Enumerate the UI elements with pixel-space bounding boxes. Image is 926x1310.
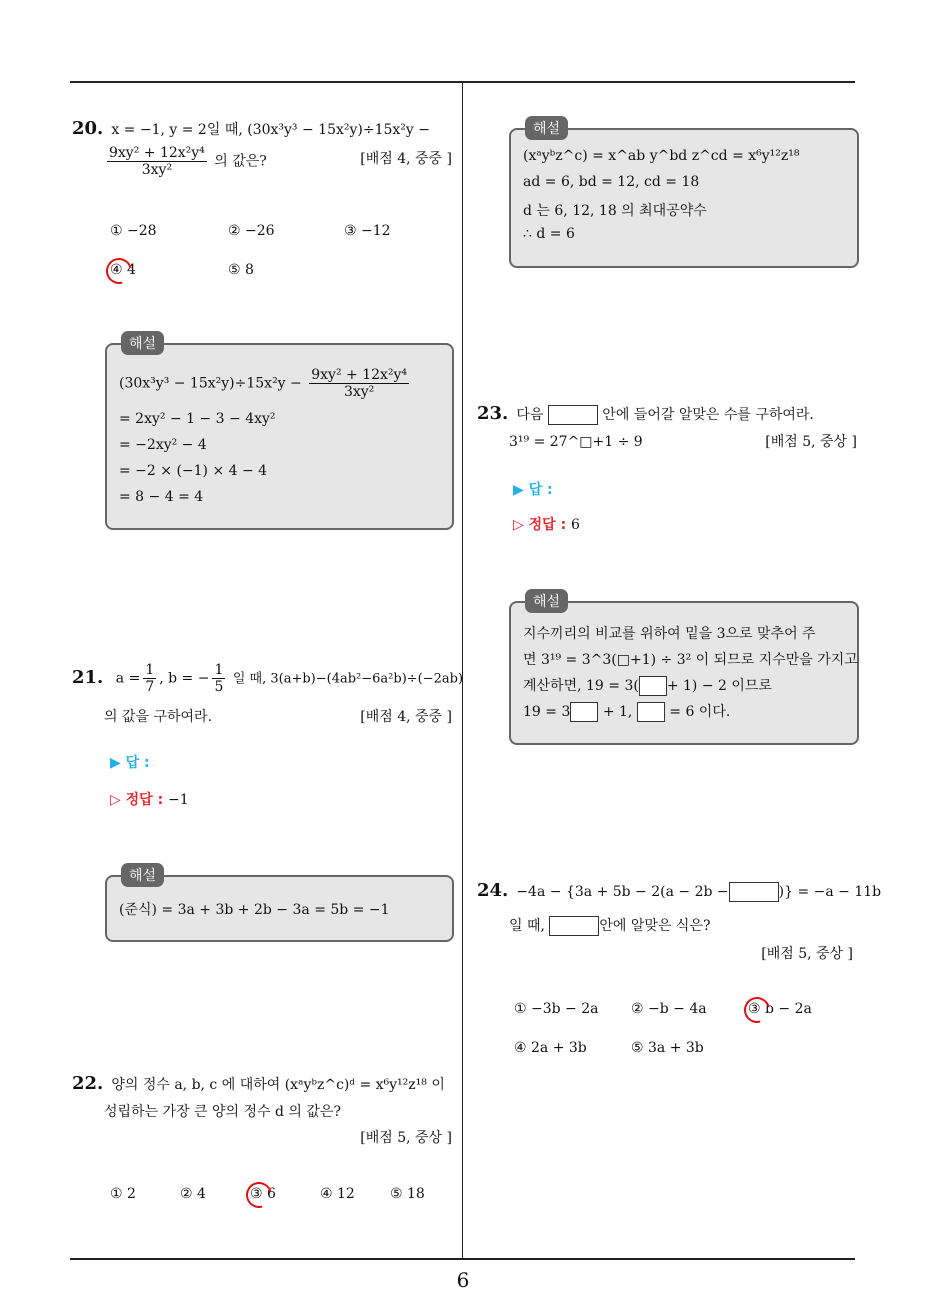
question-20 (72, 115, 452, 144)
question-22: 22. 양의 정수 a, b, c 에 대하여 (xᵃyᵇz^c)ᵈ = x⁶y¹²z¹⁸ 이 (72, 1073, 445, 1094)
explanation-line: ad = 6, bd = 12, cd = 18 (523, 174, 700, 190)
explanation-line: = 2xy² − 1 − 3 − 4xy² (119, 411, 276, 427)
answer-circle-mark (241, 1177, 277, 1213)
explanation-line: 지수끼리의 비교를 위하여 밑을 3으로 맞추어 주 (523, 626, 816, 642)
fraction: $\frac{1}{7}$ (145, 662, 155, 695)
question-20-line2 (104, 145, 452, 178)
question-21: 21. a = $\frac{1}{7}$ , b = − $\frac{1}{5}$ 일 때, 3(a+b)−(4ab²−6a²b)÷(−2ab) (72, 662, 464, 695)
correct-answer: ▷ 정답 : −1 (110, 792, 189, 808)
explanation-line: 계산하면, 19 = 3( + 1) − 2 이므로 (523, 678, 772, 694)
option-3-wrap (250, 1186, 276, 1202)
blank-box (639, 676, 667, 696)
option-3[interactable]: ③ b − 2a (748, 1001, 812, 1017)
explanation-tag: 해설 (525, 589, 568, 613)
explanation-line: = −2xy² − 4 (119, 437, 207, 453)
explanation-tag: 해설 (121, 331, 164, 355)
option-4[interactable]: ④ 4 (110, 262, 136, 278)
question-text: x = −1, y = 2일 때, (30x³y³ − 15x²y)÷15x²y − (111, 122, 431, 138)
answer-circle-mark (739, 992, 775, 1028)
explanation-line: = 8 − 4 = 4 (119, 489, 204, 505)
question-21-line2: 의 값을 구하여라. [배점 4, 중중 ] (104, 703, 452, 731)
option-4[interactable]: ④ 12 (320, 1186, 355, 1202)
score-label: [배점 5, 중상 ] (765, 434, 857, 450)
score-label: [배점 5, 중상 ] (360, 1130, 452, 1146)
question-23: 23. 다음 안에 들어갈 알맞은 수를 구하여라. (477, 403, 814, 424)
question-number: 21. (72, 666, 104, 688)
answer-circle-mark (101, 253, 137, 289)
explanation-box (509, 594, 859, 745)
question-number: 20. (72, 118, 104, 139)
explanation-line: (30x³y³ − 15x²y)÷15x²y − $\frac{\text{9xy² + 12x²y⁴}}{\text{3xy²}}$ (119, 367, 408, 400)
option-3[interactable]: ③ −12 (344, 223, 391, 239)
question-number: 23. (477, 403, 509, 424)
explanation-tag: 해설 (121, 863, 164, 887)
score-label: [배점 4, 중중 ] (360, 151, 452, 167)
explanation-line: 면 3¹⁹ = 3^3(□+1) ÷ 3² 이 되므로 지수만을 가지고 (523, 652, 858, 668)
option-1[interactable]: ① 2 (110, 1186, 136, 1202)
bottom-rule (70, 1258, 855, 1260)
option-3-wrap (748, 1001, 812, 1017)
option-4-wrap (110, 262, 136, 278)
explanation-line: (xᵃyᵇz^c) = x^ab y^bd z^cd = x⁶y¹²z¹⁸ (523, 148, 800, 164)
score-label: [배점 4, 중중 ] (360, 709, 452, 725)
option-1[interactable]: ① −3b − 2a (514, 1001, 599, 1017)
page-number: 6 (456, 1268, 470, 1292)
question-24-line2: 일 때, 안에 알맞은 식은? (509, 918, 711, 934)
answer-label: ▶ 답 : (513, 482, 553, 498)
question-number: 22. (72, 1073, 104, 1094)
explanation-line: d 는 6, 12, 18 의 최대공약수 (523, 203, 707, 219)
blank-box (570, 702, 598, 722)
option-4[interactable]: ④ 2a + 3b (514, 1040, 587, 1056)
option-2[interactable]: ② 4 (180, 1186, 206, 1202)
option-3[interactable]: ③ 6 (250, 1186, 276, 1202)
fraction: $\frac{\text{9xy² + 12x²y⁴}}{\text{3xy²}}$ (109, 145, 205, 178)
explanation-box (105, 336, 454, 530)
answer-label: ▶ 답 : (110, 755, 150, 771)
explanation-line: 19 = 3 + 1, = 6 이다. (523, 704, 731, 720)
explanation-box (105, 868, 454, 942)
question-tail: 의 값은? (214, 153, 267, 170)
option-1[interactable]: ① −28 (110, 223, 157, 239)
option-5[interactable]: ⑤ 3a + 3b (631, 1040, 704, 1056)
blank-box (637, 702, 665, 722)
blank-box (729, 882, 779, 902)
score-label: [배점 5, 중상 ] (761, 946, 853, 962)
question-23-line2: 3¹⁹ = 27^□+1 ÷ 9 [배점 5, 중상 ] (509, 428, 857, 456)
option-5[interactable]: ⑤ 18 (390, 1186, 425, 1202)
explanation-tag: 해설 (525, 116, 568, 140)
option-2[interactable]: ② −b − 4a (631, 1001, 707, 1017)
blank-box (548, 405, 598, 425)
question-number: 24. (477, 880, 509, 901)
question-22-line2: 성립하는 가장 큰 양의 정수 d 의 값은? (104, 1104, 341, 1120)
fraction: $\frac{1}{5}$ (214, 662, 224, 695)
correct-answer: ▷ 정답 : 6 (513, 517, 580, 533)
explanation-line: (준식) = 3a + 3b + 2b − 3a = 5b = −1 (119, 902, 390, 918)
option-2[interactable]: ② −26 (228, 223, 275, 239)
question-text: 일 때, 3(a+b)−(4ab²−6a²b)÷(−2ab) (232, 671, 464, 687)
explanation-box (509, 121, 859, 268)
question-24: 24. −4a − {3a + 5b − 2(a − 2b − )} = −a − 11b (477, 880, 882, 901)
explanation-line: ∴ d = 6 (523, 226, 575, 242)
explanation-line: = −2 × (−1) × 4 − 4 (119, 463, 268, 479)
option-5[interactable]: ⑤ 8 (228, 262, 254, 278)
blank-box (549, 916, 599, 936)
